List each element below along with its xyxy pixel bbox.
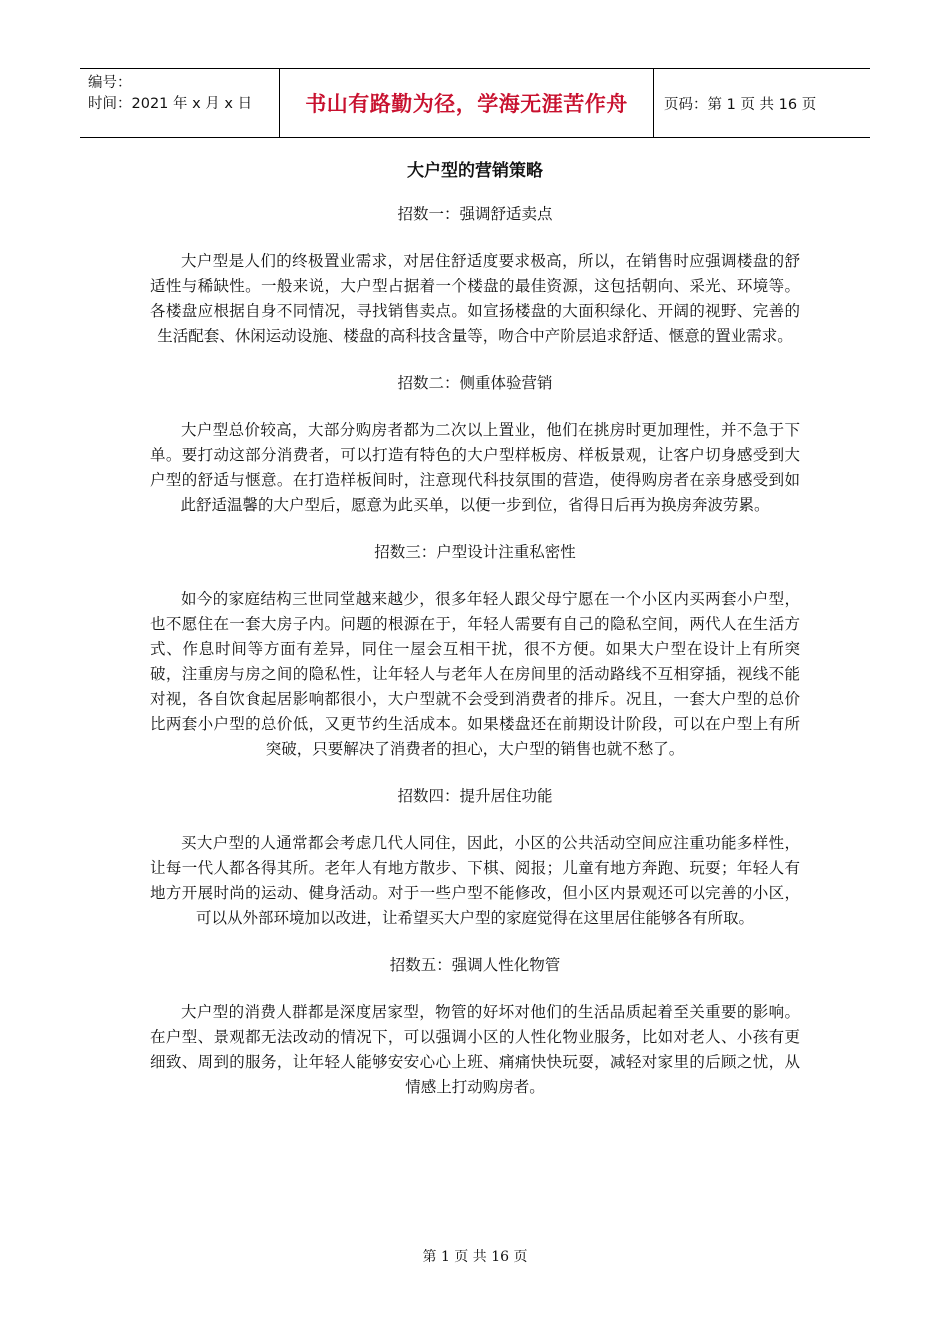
document-number-label: 编号： [88, 75, 132, 91]
section-paragraph: 买大户型的人通常都会考虑几代人同住，因此，小区的公共活动空间应注重功能多样性，让每一代人都各得其所。老年人有地方散步、下棋、阅报；儿童有地方奔跑、玩耍；年轻人有地方开展时尚的运动、健身活动。对于一些户型不能修改，但小区内景观还可以完善的小区，可以从外部环境加以改进，让希望买大户型的家庭觉得在这里居住能够各有所取。 [150, 834, 800, 927]
section-paragraph: 大户型的消费人群都是深度居家型，物管的好坏对他们的生活品质起着至关重要的影响。在户型、景观都无法改动的情况下，可以强调小区的人性化物业服务，比如对老人、小孩有更细致、周到的服务，让年轻人能够安安心心上班、痛痛快快玩耍，减轻对家里的后顾之忧，从情感上打动购房者。 [150, 1003, 800, 1096]
section-paragraph: 如今的家庭结构三世同堂越来越少，很多年轻人跟父母宁愿在一个小区内买两套小户型，也不愿住在一套大房子内。问题的根源在于，年轻人需要有自己的隐私空间，两代人在生活方式、作息时间等方面有差异，同住一屋会互相干扰，很不方便。如果大户型在设计上有所突破，注重房与房之间的隐私性，让年轻人与老年人在房间里的活动路线不互相穿插，视线不能对视，各自饮食起居影响都很小，大户型就不会受到消费者的排斥。况且，一套大户型的总价比两套小户型的总价低，又更节约生活成本。如果楼盘还在前期设计阶段，可以在户型上有所突破，只要解决了消费者的担心，大户型的销售也就不愁了。 [150, 590, 800, 758]
section [150, 371, 800, 518]
section-heading: 招数四：提升居住功能 [397, 787, 553, 805]
header-page-info: 页码：第 1 页 共 16 页 [664, 96, 817, 113]
section [150, 784, 800, 931]
section-heading: 招数二：侧重体验营销 [397, 374, 553, 392]
section-heading: 招数一：强调舒适卖点 [397, 205, 553, 223]
section [150, 202, 800, 349]
header-meta [80, 69, 280, 137]
section [150, 953, 800, 1100]
section-heading: 招数三：户型设计注重私密性 [374, 543, 576, 561]
document-title: 大户型的营销策略 [407, 161, 543, 181]
header-motto: 书山有路勤为径，学海无涯苦作舟 [280, 69, 654, 137]
section [150, 540, 800, 762]
section-heading: 招数五：强调人性化物管 [389, 956, 561, 974]
section-paragraph: 大户型是人们的终极置业需求，对居住舒适度要求极高，所以，在销售时应强调楼盘的舒适性与稀缺性。一般来说，大户型占据着一个楼盘的最佳资源，这包括朝向、采光、环境等。各楼盘应根据自身不同情况，寻找销售卖点。如宣扬楼盘的大面积绿化、开阔的视野、完善的生活配套、休闲运动设施、楼盘的高科技含量等，吻合中产阶层追求舒适、惬意的置业需求。 [150, 252, 800, 345]
page-header [80, 68, 870, 138]
page-footer: 第 1 页 共 16 页 [422, 1249, 528, 1265]
document-content [150, 158, 800, 1122]
section-paragraph: 大户型总价较高，大部分购房者都为二次以上置业，他们在挑房时更加理性，并不急于下单。要打动这部分消费者，可以打造有特色的大户型样板房、样板景观，让客户切身感受到大户型的舒适与惬意。在打造样板间时，注意现代科技氛围的营造，使得购房者在亲身感受到如此舒适温馨的大户型后，愿意为此买单，以便一步到位，省得日后再为换房奔波劳累。 [150, 421, 800, 514]
document-date: 时间：2021 年 x 月 x 日 [88, 96, 253, 112]
